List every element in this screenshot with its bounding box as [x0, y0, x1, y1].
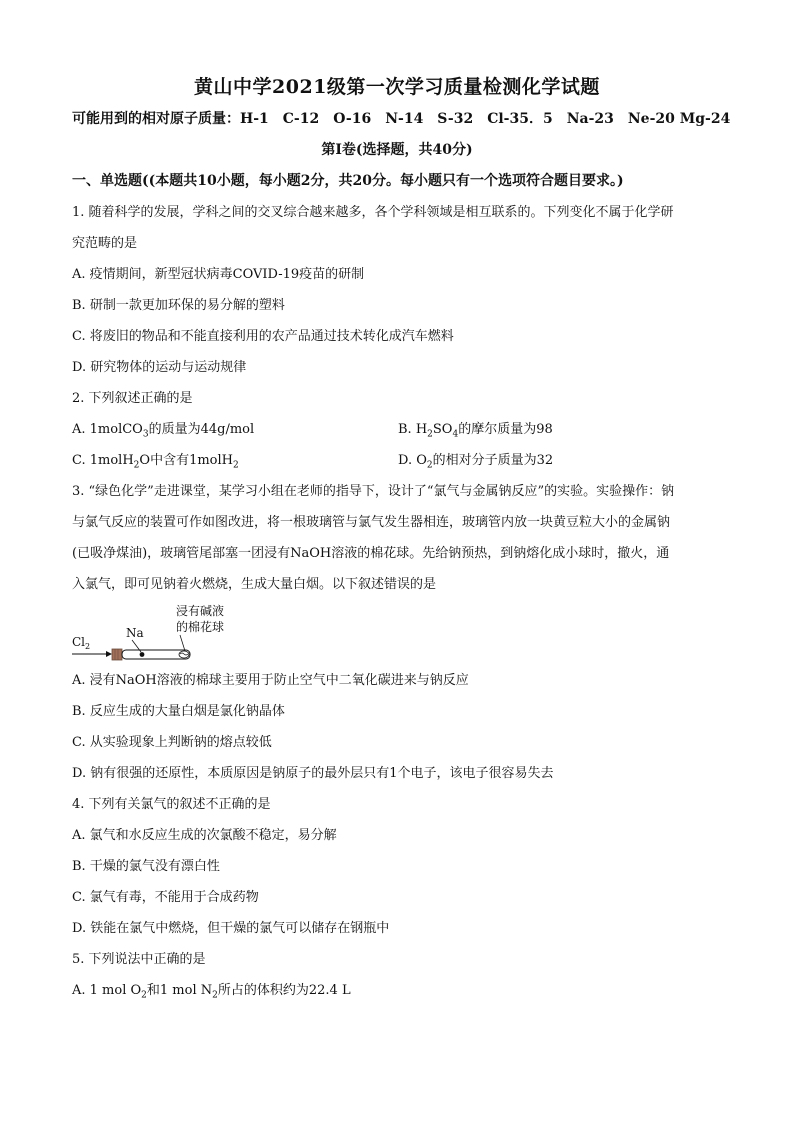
arrow-head-icon	[106, 651, 112, 657]
q1-option-a: A. 疫情期间，新型冠状病毒COVID-19疫苗的研制	[72, 267, 365, 282]
q2-option-c: C. 1molH$_2$O中含有1molH$_2$	[72, 453, 239, 471]
q2-option-b: B. $H_2SO_4$的摩尔质量为98	[398, 422, 553, 440]
q3-stem-line3: (已吸净煤油)，玻璃管尾部塞一团浸有NaOH溶液的棉花球。先给钠预热，到钠熔化成小球时，撤火，通	[72, 546, 670, 561]
q4-option-c: C. 氯气有毒，不能用于合成药物	[72, 890, 259, 905]
cotton-pointer	[180, 635, 185, 651]
section-heading: 第I卷(选择题，共40分)	[321, 142, 473, 158]
sodium-chlorine-apparatus-diagram	[72, 601, 252, 665]
cotton-label-line1: 浸有碱液	[176, 604, 225, 618]
q1-option-c: C. 将废旧的物品和不能直接利用的农产品通过技术转化成汽车燃料	[72, 329, 454, 344]
sodium-label: Na	[126, 626, 144, 640]
q1-option-d: D. 研究物体的运动与运动规律	[72, 360, 247, 375]
q3-stem-line4: 入氯气，即可见钠着火燃烧，生成大量白烟。以下叙述错误的是	[72, 577, 437, 592]
q5-option-a: A. 1 mol $O_2$和1 mol $N_2$所占的体积约为22.4 L	[72, 983, 351, 1001]
q5-stem: 5. 下列说法中正确的是	[72, 952, 206, 967]
exam-title: 黄山中学2021级第一次学习质量检测化学试题	[194, 76, 600, 98]
q3-option-b: B. 反应生成的大量白烟是氯化钠晶体	[72, 704, 285, 719]
glass-tube	[122, 650, 190, 659]
q2-stem: 2. 下列叙述正确的是	[72, 391, 193, 406]
q4-stem: 4. 下列有关氯气的叙述不正确的是	[72, 797, 271, 812]
q1-stem-line1: 1. 随着科学的发展，学科之间的交叉综合越来越多，各个学科领域是相互联系的。下列变化不属于化学研	[72, 205, 674, 220]
q1-option-b: B. 研制一款更加环保的易分解的塑料	[72, 298, 285, 313]
q1-stem-line2: 究范畴的是	[72, 236, 138, 251]
q2-options-row2	[72, 452, 732, 475]
chlorine-label: $Cl_2$	[72, 635, 91, 651]
q4-option-a: A. 氯气和水反应生成的次氯酸不稳定，易分解	[72, 828, 337, 843]
q3-option-d: D. 钠有很强的还原性，本质原因是钠原子的最外层只有1个电子，该电子很容易失去	[72, 766, 554, 781]
q4-option-d: D. 铁能在氯气中燃烧，但干燥的氯气可以储存在钢瓶中	[72, 921, 390, 936]
sodium-bead	[140, 652, 145, 657]
cotton-label-line2: 的棉花球	[176, 620, 225, 634]
q3-stem-line1: 3. “绿色化学”走进课堂，某学习小组在老师的指导下，设计了“氯气与金属钠反应”的实验。实验操作：钠	[72, 484, 675, 499]
q3-stem-line2: 与氯气反应的装置可作如图改进，将一根玻璃管与氯气发生器相连，玻璃管内放一块黄豆粒大小的金属钠	[72, 515, 671, 530]
q3-option-c: C. 从实验现象上判断钠的熔点较低	[72, 735, 272, 750]
part-heading: 一、单选题((本题共10小题，每小题2分，共20分。每小题只有一个选项符合题目要求。)	[72, 173, 624, 189]
rubber-stopper	[112, 649, 122, 660]
q2-options-row1	[72, 421, 732, 444]
q2-option-d: D. $O_2$的相对分子质量为32	[398, 453, 554, 471]
atomic-masses-line: 可能用到的相对原子质量：H-1 C-12 O-16 N-14 S-32 Cl-35．5 Na-23 Ne-20 Mg-24	[72, 111, 731, 127]
q2-option-a: A. 1molCO$_3$的质量为44g/mol	[72, 422, 255, 440]
q3-option-a: A. 浸有NaOH溶液的棉球主要用于防止空气中二氧化碳进来与钠反应	[72, 673, 469, 688]
q4-option-b: B. 干燥的氯气没有漂白性	[72, 859, 220, 874]
